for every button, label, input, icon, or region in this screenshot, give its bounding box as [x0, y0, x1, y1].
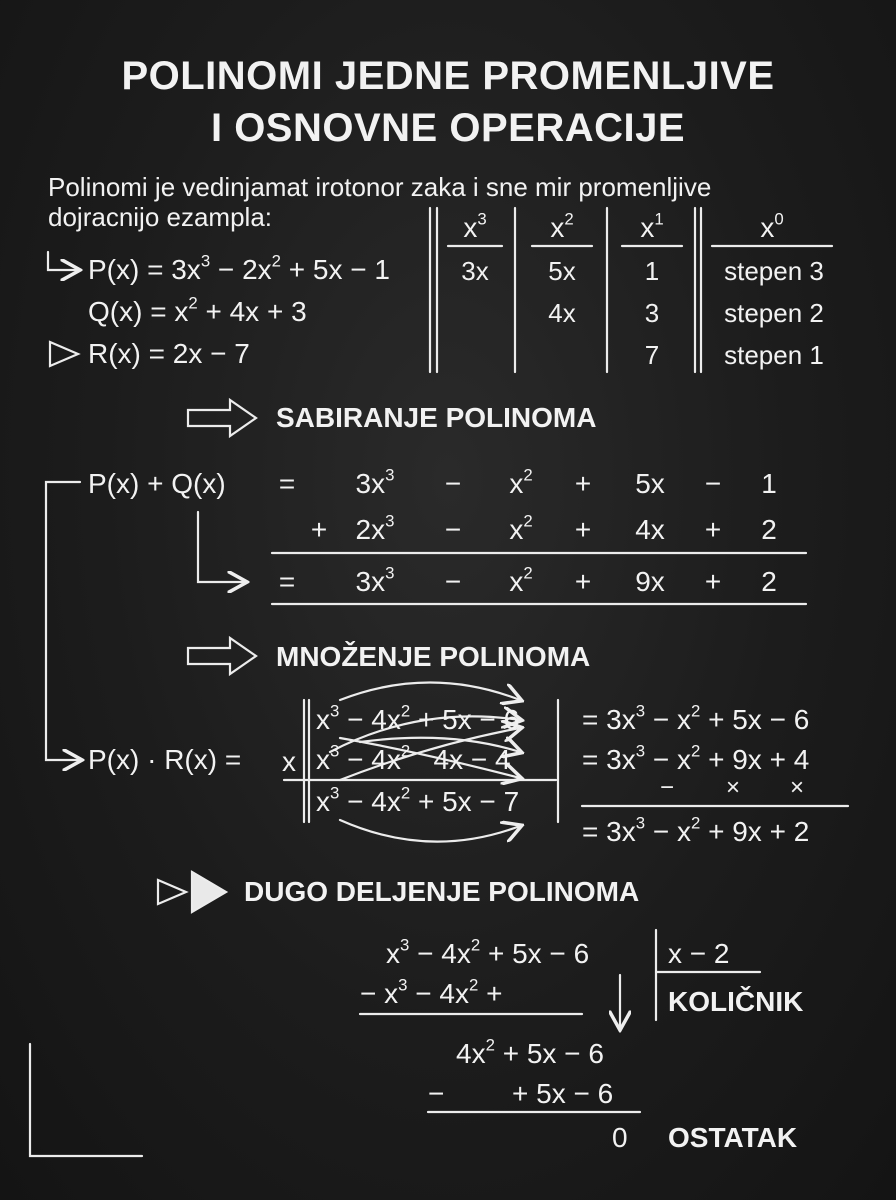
- addition-result-term: $x^2$: [509, 563, 533, 597]
- page-subtitle: I OSNOVNE OPERACIJE: [210, 106, 686, 150]
- page-title: POLINOMI JEDNE PROMENLJIVE: [121, 54, 775, 98]
- multiplication-times: x: [282, 746, 296, 777]
- addition-term: $x^2$: [509, 511, 533, 545]
- addition-term: 5x: [635, 468, 665, 499]
- addition-op: −: [704, 468, 722, 499]
- section-heading-addition: SABIRANJE POLINOMA: [276, 402, 597, 433]
- table-cell: 5x: [548, 256, 576, 286]
- multiplication-mark: ×: [790, 774, 805, 801]
- division-remainder: 0: [612, 1122, 628, 1153]
- right-arrow-icon: [188, 400, 256, 436]
- table-cell: 3x: [461, 256, 489, 286]
- table-header-x0: $x^0$: [760, 209, 784, 243]
- division-sub2: + 5x − 6: [512, 1078, 614, 1109]
- multiplication-mark: −: [660, 774, 675, 801]
- division-remainder-label: OSTATAK: [668, 1122, 798, 1153]
- table-header-x1: $x^1$: [640, 209, 664, 243]
- table-cell: 7: [644, 340, 660, 370]
- division-divisor: x − 2: [668, 938, 730, 969]
- multiplication-mark: ×: [726, 774, 741, 801]
- multiplication-result: = $3x^3 - x^2 + 5x - 6$: [582, 701, 810, 735]
- addition-term: 4x: [635, 514, 665, 545]
- table-cell: 1: [644, 256, 660, 286]
- addition-result-equals: =: [278, 566, 296, 597]
- addition-equals: =: [278, 468, 296, 499]
- polynomial-p: $P(x) = 3x^3 - 2x^2 + 5x - 1$: [88, 251, 390, 285]
- multiplication-final-result: = $3x^3 - x^2 + 9x + 2$: [582, 813, 810, 847]
- multiplication-row: $x^3 - 4x^2 + 5x - 7$: [316, 783, 520, 817]
- table-cell: stepen 3: [724, 256, 824, 286]
- intro-text-line2: dojracnijo ezampla:: [48, 202, 273, 232]
- addition-term: $x^2$: [509, 465, 533, 499]
- division-quotient-label: KOLIČNIK: [668, 986, 804, 1017]
- addition-term: 2: [761, 514, 777, 545]
- section-heading-multiplication: MNOŽENJE POLINOMA: [276, 641, 591, 672]
- table-header-x3: $x^3$: [463, 209, 487, 243]
- division-sub2-sign: −: [428, 1078, 445, 1109]
- intro-arrow-icon: [48, 252, 78, 270]
- addition-result-term: 2: [761, 566, 777, 597]
- addition-term: $3x^3$: [355, 465, 395, 499]
- addition-term: 1: [761, 468, 777, 499]
- division-partial-remainder: $4x^2 + 5x - 6$: [456, 1035, 604, 1069]
- addition-result-op: +: [704, 566, 722, 597]
- addition-sign: +: [310, 514, 328, 545]
- addition-lhs: P(x) + Q(x): [88, 468, 226, 499]
- addition-result-term: $3x^3$: [355, 563, 395, 597]
- section-heading-division: DUGO DELJENJE POLINOMA: [244, 876, 640, 907]
- filled-triangle-icon: [192, 872, 226, 912]
- addition-op: −: [444, 468, 462, 499]
- addition-result-op: −: [444, 566, 462, 597]
- table-cell: 4x: [548, 298, 576, 328]
- addition-op: +: [704, 514, 722, 545]
- polynomial-q: $Q(x) = x^2 + 4x + 3$: [88, 293, 307, 327]
- left-bracket: [46, 482, 80, 760]
- triangle-pointer-icon: [50, 342, 78, 366]
- multiplication-row: $x^3 - 4x^2$ 4x − 4: [316, 741, 511, 775]
- intro-text-line1: Polinomi je vedinjamat irotonor zaka i sne mir promenljive: [48, 172, 712, 202]
- polynomial-r: R(x) = 2x − 7: [88, 338, 250, 369]
- table-cell: stepen 2: [724, 298, 824, 328]
- addition-op: −: [444, 514, 462, 545]
- addition-result-term: 9x: [635, 566, 665, 597]
- multiplication-row: $x^3 - 4x^2 + 5x - 6$: [316, 701, 520, 735]
- addition-term: $2x^3$: [355, 511, 395, 545]
- multiplication-lhs: P(x) · R(x) =: [88, 744, 242, 775]
- addition-op: +: [574, 468, 592, 499]
- addition-result-op: +: [574, 566, 592, 597]
- table-header-x2: $x^2$: [550, 209, 574, 243]
- multiplication-result: = $3x^3 - x^2 + 9x + 4$: [582, 741, 810, 775]
- division-subtrahend: − $x^3 - 4x^2$ +: [360, 975, 503, 1009]
- table-cell: stepen 1: [724, 340, 824, 370]
- table-cell: 3: [644, 298, 660, 328]
- division-dividend: $x^3 - 4x^2 + 5x - 6$: [386, 935, 590, 969]
- addition-op: +: [574, 514, 592, 545]
